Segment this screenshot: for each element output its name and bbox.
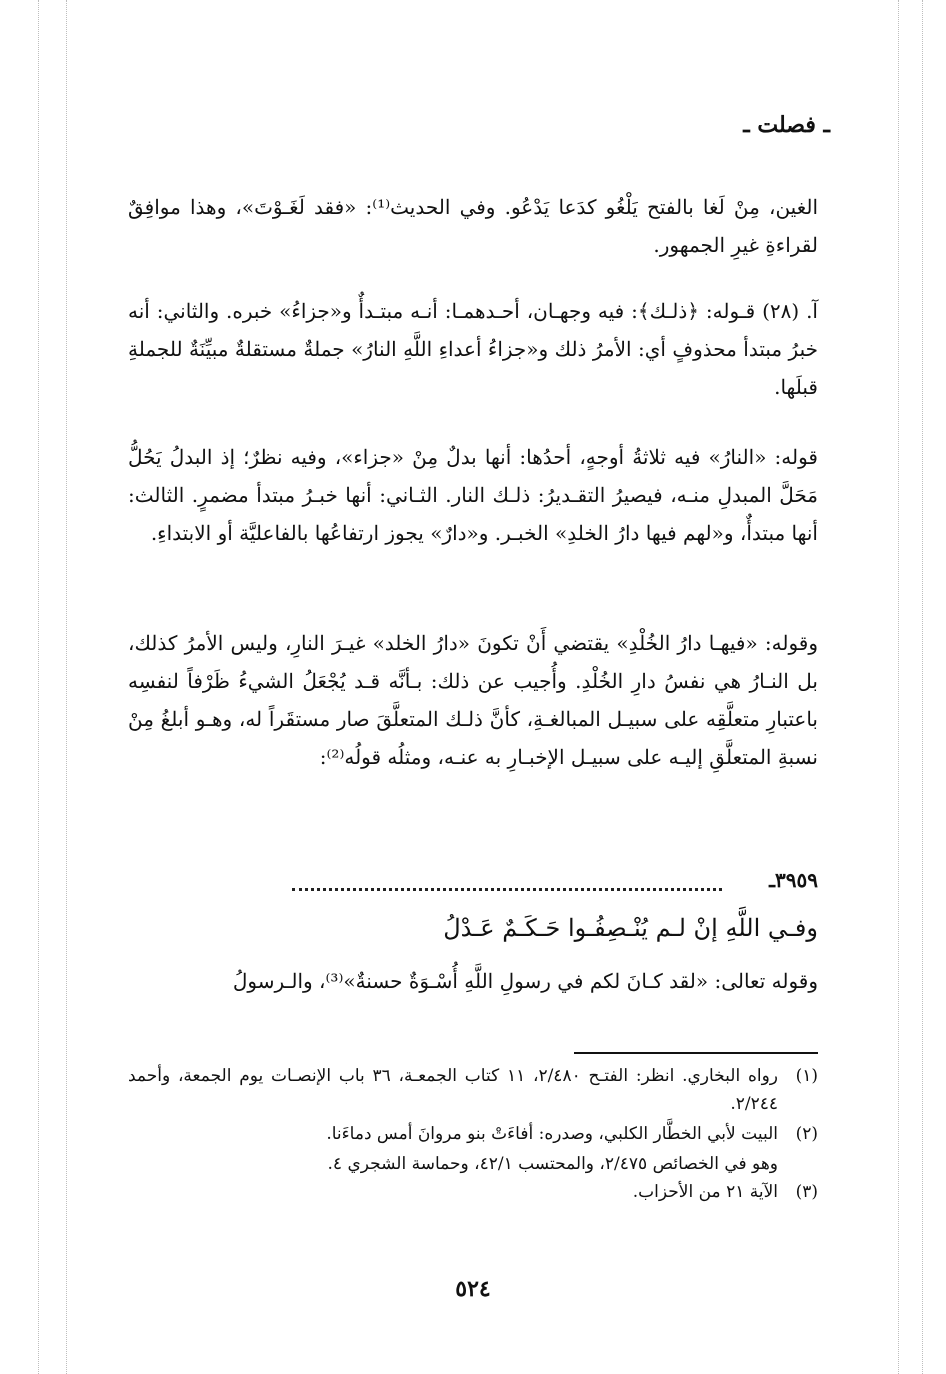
scan-guide-line [922, 0, 923, 1374]
footnote-text: رواه البخاري. انظر: الفتـح ٢/٤٨٠، ١١ كتاب الجمعـة، ٣٦ باب الإنصـات يوم الجمعة، وأحمد ٢/٢٤٤. [128, 1066, 778, 1114]
paragraph-3: قوله: «النارُ» فيه ثلاثةُ أوجهٍ، أحدُها: أنها بدلٌ مِنْ «جزاء»، وفيه نظرٌ؛ إذ البدلُ يَحُلُّ مَحَلَّ المبدلِ منـه، فيصيرُ التقـديرُ: ذلـك النار. الثـاني: أنها خبـرُ مبتدأ مضمرٍ. الثالث: أنها مبتدأٌ، و«لهم فيها دارُ الخلدِ» الخبـر. و«دارٌ» يجوز ارتفاعُها بالفاعليَّة أو الابتداءِ. [128, 445, 818, 545]
paragraph-1: الغين، مِنْ لَغا بالفتح يَلْغُو كدَعا يَدْعُو. وفي الحديث⁽¹⁾: «فقد لَغَـوْتَ»، وهذا موافِقٌ لقراءةِ غيرِ الجمهور. [128, 195, 819, 257]
paragraph-4: وقوله: «فيهـا دارُ الخُلْدِ» يقتضي أَنْ تكونَ «دارُ الخلد» غيـرَ النارِ، وليس الأمرُ كذلك، بل النـارُ هي نفسُ دارِ الخُلْدِ. وأُجيب عن ذلك: بـأنَّه قـد يُجْعَلُ الشيءُ ظَرْفاً لنفسِه باعتبارِ متعلَّقِه على سبيـل المبالغـةِ، كأنَّ ذلـك المتعلَّقَ صار مستقَراً له، وهـو أبلغُ مِنْ نسبةِ المتعلَّقِ إليـه على سبيـل الإخبـارِ به عنـه، ومثلُه قولُه⁽²⁾: [128, 631, 819, 769]
paragraph-2: آ. (٢٨) قـوله: ﴿ذلـك﴾: فيه وجهـان، أحـدهمـا: أنـه مبتـدأٌ و«جزاءُ» خبره. والثاني: أنه خبرُ مبتدأ محذوفٍ أي: الأمرُ ذلك و«جزاءُ أعداءِ اللَّهِ النارُ» جملةٌ مستقلةٌ مبيِّنَةٌ للجملةِ قبلَها. [128, 299, 818, 399]
verse-number: ٣٩٥٩ـ [769, 868, 818, 892]
footnote-number: (١) [795, 1066, 818, 1086]
footnote-1 [128, 1062, 818, 1118]
footnote-number: (٢) [795, 1124, 818, 1144]
running-header: ـ فصلت ـ [743, 112, 830, 138]
footnote-number: (٣) [795, 1182, 818, 1202]
scan-guide-line [898, 0, 899, 1374]
footnote-2-continuation: وهو في الخصائص ٢/٤٧٥، والمحتسب ٤٢/١، وحماسة الشجري ٤. [327, 1154, 778, 1174]
poetry-verse: وفـي اللَّهِ إنْ لـم يُنْـصِفُـوا حَـكَـمٌ عَـدْلُ [443, 914, 818, 942]
footnote-3 [128, 1178, 818, 1206]
footnotes [128, 1062, 818, 1208]
scan-guide-line [38, 0, 39, 1374]
scan-guide-line [66, 0, 67, 1374]
footnote-text: البيت لأبي الخطَّار الكلبي، وصدره: أفاءَتْ بنو مروانَ أمس دماءَنا. [326, 1124, 778, 1144]
footnote-text: الآية ٢١ من الأحزاب. [632, 1182, 778, 1202]
verse-number-line [128, 868, 818, 902]
page-number: ٥٢٤ [455, 1276, 491, 1302]
paragraph-5: وقوله تعالى: «لقد كـانَ لكم في رسولِ اللَّهِ أُسْـوَةٌ حسنةٌ»⁽³⁾، والـرسولُ [232, 969, 818, 993]
footnote-2 [128, 1120, 818, 1148]
dotted-leader [292, 888, 722, 891]
footnote-separator [574, 1052, 818, 1054]
